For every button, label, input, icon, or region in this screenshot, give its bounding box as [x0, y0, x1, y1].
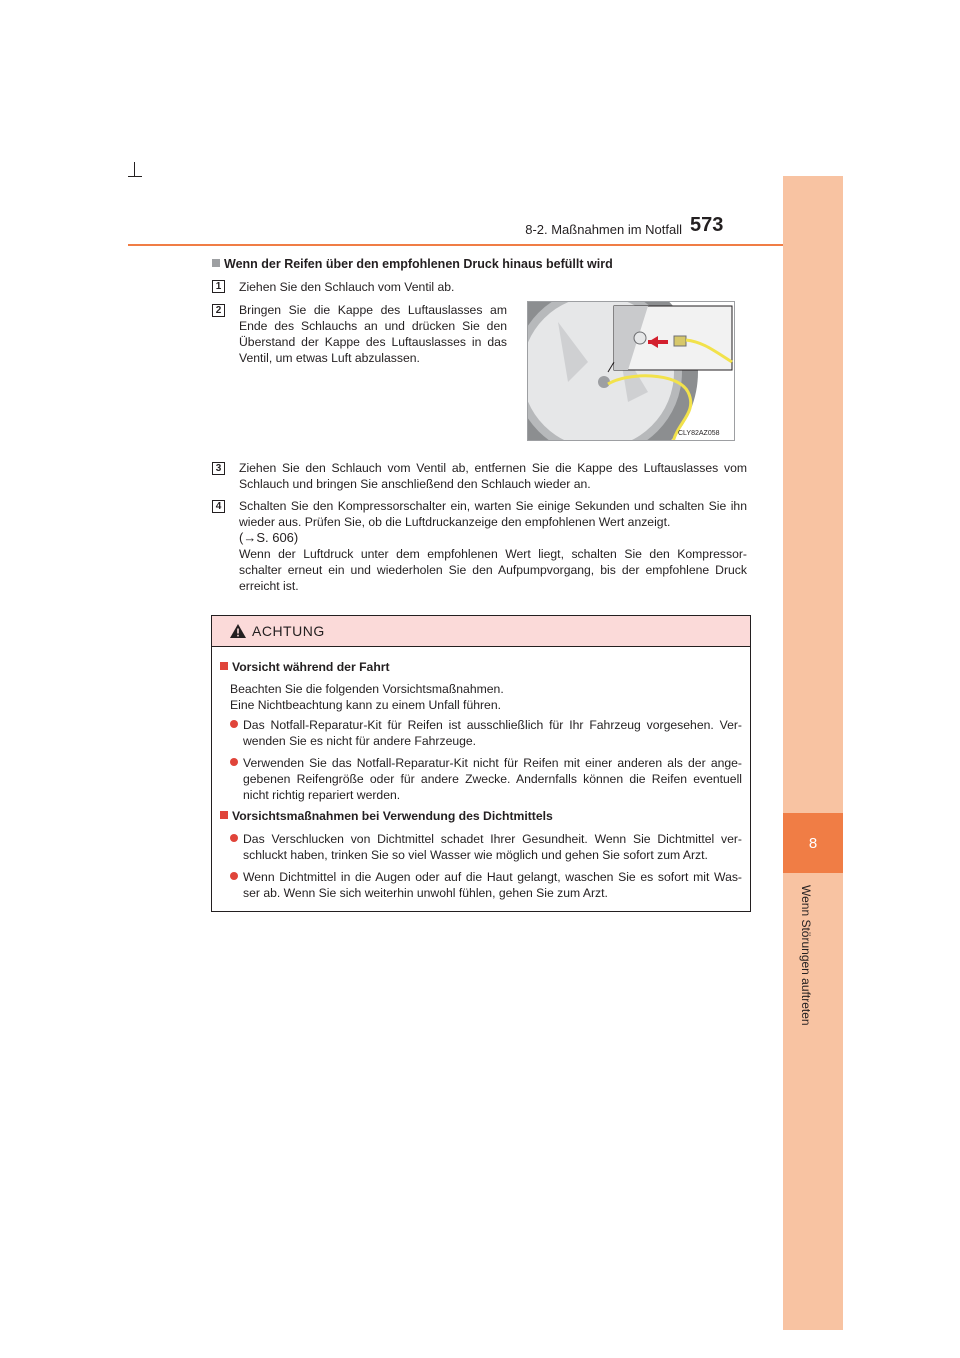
- square-bullet-icon: [220, 811, 228, 819]
- warning-header: [212, 616, 750, 647]
- step-number-4: 4: [212, 500, 225, 513]
- step-1-text: [239, 279, 454, 295]
- warning-intro: [230, 681, 730, 713]
- section-heading: [212, 257, 613, 271]
- bullet-dot-icon: [230, 720, 238, 728]
- step-line: schalter erneut ein und wiederholen Sie den Aufpumpvorgang, bis der empfohlene Druck: [239, 563, 747, 577]
- warning-bullet-text: [243, 755, 742, 803]
- step-line: Ziehen Sie den Schlauch vom Ventil ab, entfernen Sie die Kappe des Luftauslasses vom: [239, 461, 747, 475]
- bullet-dot-icon: [230, 758, 238, 766]
- bullet-line: nicht richtig repariert werden.: [243, 788, 401, 802]
- chapter-label: [790, 885, 836, 1026]
- page-number: 573: [690, 214, 724, 236]
- step-number-3: 3: [212, 462, 225, 475]
- warning-intro-line: Beachten Sie die folgenden Vorsichtsmaßnahmen.: [230, 682, 504, 696]
- chapter-number: 8: [808, 834, 818, 852]
- warning-bullet: [230, 831, 742, 863]
- chapter-tab[interactable]: [783, 813, 843, 873]
- crop-mark: [128, 176, 142, 177]
- warning-bullet-text: [243, 831, 742, 863]
- bullet-line: schluckt haben, trinken Sie so viel Wasser wie möglich und gehen Sie sofort zum Arzt.: [243, 848, 708, 862]
- bullet-dot-icon: [230, 834, 238, 842]
- header-rule: [128, 244, 783, 246]
- warning-bullet: [230, 869, 742, 901]
- step-line: Ziehen Sie den Schlauch vom Ventil ab.: [239, 280, 455, 294]
- step-number-2: 2: [212, 304, 225, 317]
- warning-section-heading: [220, 808, 553, 824]
- bullet-line: gebenen Reifengröße oder für andere Zwecke. Andernfalls können die Reifen eventuell: [243, 772, 742, 786]
- tire-illustration-svg: [528, 302, 735, 441]
- step-line: Ende des Schlauchs an und drücken Sie den: [239, 319, 507, 333]
- bullet-dot-icon: [230, 872, 238, 880]
- warning-triangle-icon: [230, 624, 246, 638]
- step-3-text: [239, 460, 747, 492]
- step-2-text: [239, 302, 507, 366]
- bullet-line: ser ab. Wenn Sie sich weiterhin unwohl fühlen, gehen Sie zum Arzt.: [243, 886, 608, 900]
- bullet-line: Wenn Dichtmittel in die Augen oder auf die Haut gelangt, waschen Sie es sofort mit Was-: [243, 870, 742, 884]
- step-line: Ventil, um etwas Luft abzulassen.: [239, 351, 420, 365]
- step-line: Schalten Sie den Kompressorschalter ein, warten Sie einige Sekunden und schalten Sie ihn: [239, 499, 747, 513]
- step-line: Wenn der Luftdruck unter dem empfohlenen Wert liegt, schalten Sie den Kompressor-: [239, 547, 747, 561]
- warning-bullet: [230, 717, 742, 749]
- chapter-label-text: Wenn Störungen auftreten: [799, 885, 813, 1026]
- illustration-code: CLY82AZ058: [678, 430, 720, 437]
- tire-valve-illustration: [527, 301, 735, 441]
- step-line: Schlauch und bringen Sie anschließend den Schlauch wieder an.: [239, 477, 591, 491]
- step-line: Bringen Sie die Kappe des Luftauslasses am: [239, 303, 507, 317]
- warning-bullet: [230, 755, 742, 803]
- warning-section-heading: [220, 659, 390, 675]
- warning-box: [211, 615, 751, 912]
- bullet-line: wenden Sie es nicht für andere Fahrzeuge.: [243, 734, 477, 748]
- bullet-line: Das Verschlucken von Dichtmittel schadet Ihrer Gesundheit. Wenn Sie Dichtmittel ver-: [243, 832, 742, 846]
- warning-heading-text: Vorsichtsmaßnahmen bei Verwendung des Dichtmittels: [232, 809, 553, 823]
- section-heading-text: Wenn der Reifen über den empfohlenen Druck hinaus befüllt wird: [224, 257, 613, 271]
- chapter-side-band: [783, 176, 843, 1330]
- step-page-reference[interactable]: (→S. 606): [239, 530, 299, 545]
- bullet-line: Das Notfall-Reparatur-Kit für Reifen ist ausschließlich für Ihr Fahrzeug vorgesehen. Ver-: [243, 718, 742, 732]
- square-bullet-icon: [220, 662, 228, 670]
- square-bullet-icon: [212, 259, 220, 267]
- warning-intro-line: Eine Nichtbeachtung kann zu einem Unfall führen.: [230, 698, 501, 712]
- warning-title: ACHTUNG: [252, 623, 325, 639]
- step-line: Überstand der Kappe des Luftauslasses in das: [239, 335, 507, 349]
- step-4-text: [239, 498, 747, 594]
- warning-bullet-text: [243, 717, 742, 749]
- header-section-title: 8-2. Maßnahmen im Notfall: [525, 222, 682, 237]
- step-line: wieder aus. Prüfen Sie, ob die Luftdruckanzeige den empfohlenen Wert anzeigt.: [239, 515, 671, 529]
- warning-bullet-text: [243, 869, 742, 901]
- warning-heading-text: Vorsicht während der Fahrt: [232, 660, 390, 674]
- step-number-1: 1: [212, 280, 225, 293]
- crop-mark: [134, 162, 135, 176]
- bullet-line: Verwenden Sie das Notfall-Reparatur-Kit nicht für Reifen mit einer anderen als der ange-: [243, 756, 742, 770]
- step-line: erreicht ist.: [239, 579, 299, 593]
